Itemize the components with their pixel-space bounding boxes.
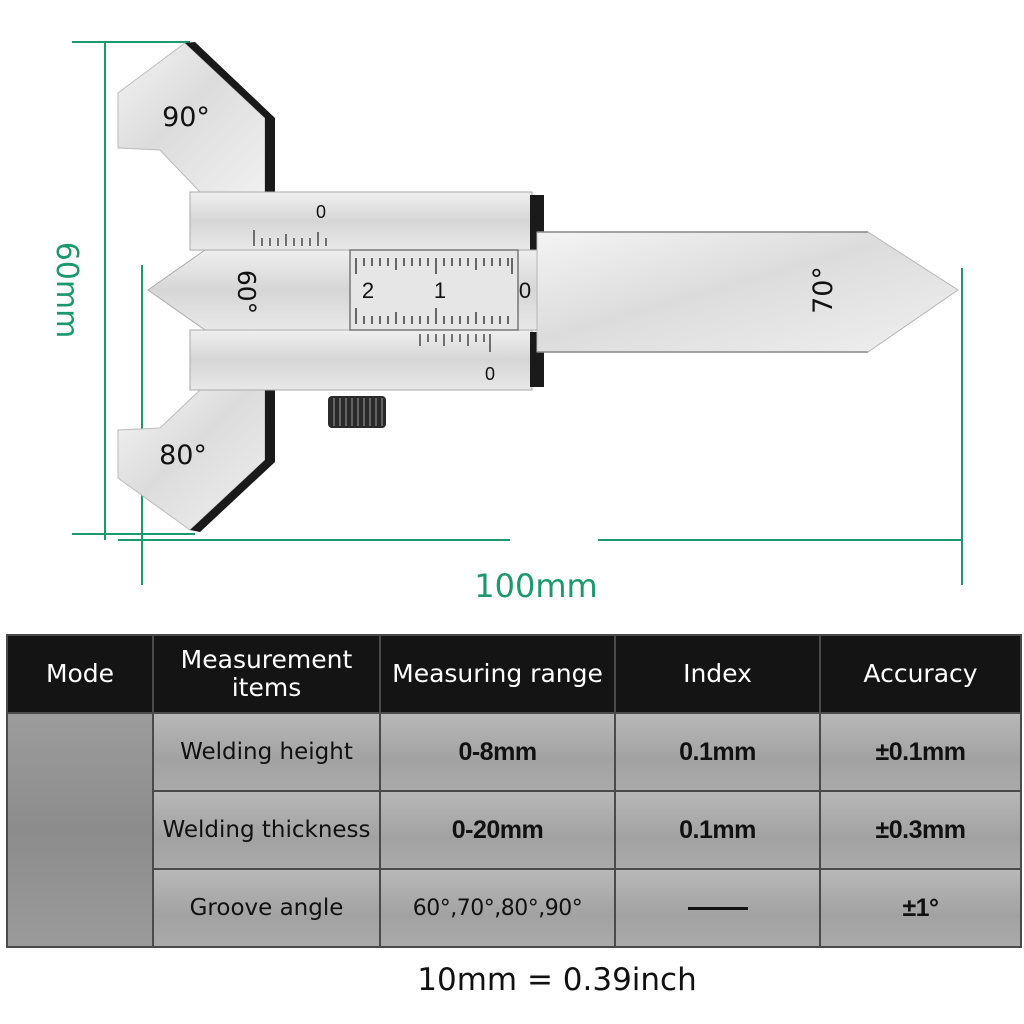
accuracy-cell: ±0.1mm: [820, 713, 1021, 791]
angle-label-90: 90°: [162, 102, 210, 133]
index-cell: 0.1mm: [615, 791, 820, 869]
specification-table: [6, 634, 1022, 948]
right-blade: [537, 232, 958, 352]
header-mode: Mode: [7, 635, 153, 713]
upper-scale-zero: 0: [315, 202, 327, 222]
header-index: Index: [615, 635, 820, 713]
table-row: [7, 713, 1021, 791]
angle-label-60: 60°: [232, 269, 261, 315]
header-measurement-items: Measurement items: [153, 635, 380, 713]
header-accuracy: Accuracy: [820, 635, 1021, 713]
dash-icon: [688, 907, 748, 910]
item-cell: Groove angle: [153, 869, 380, 947]
item-cell: Welding height: [153, 713, 380, 791]
unit-conversion-note: 10mm = 0.39inch: [417, 962, 697, 998]
main-scale-label-2: 2: [361, 278, 375, 303]
main-scale-label-1: 1: [433, 278, 447, 303]
table-header-row: [7, 635, 1021, 713]
gauge-body: [118, 42, 958, 532]
table-row: [7, 791, 1021, 869]
accuracy-cell: ±0.3mm: [820, 791, 1021, 869]
angle-label-80: 80°: [159, 440, 207, 471]
index-cell: 0.1mm: [615, 713, 820, 791]
upper-slide: [190, 192, 532, 250]
mode-cell: [7, 713, 153, 947]
table-row: [7, 869, 1021, 947]
header-measuring-range: Measuring range: [380, 635, 615, 713]
range-cell: 0-20mm: [380, 791, 615, 869]
accuracy-cell: ±1°: [820, 869, 1021, 947]
width-dimension-label: 100mm: [474, 567, 598, 605]
range-cell: 0-8mm: [380, 713, 615, 791]
angle-label-70: 70°: [808, 266, 839, 314]
index-cell: [615, 869, 820, 947]
lower-scale-zero: 0: [484, 364, 496, 384]
range-cell: 60°,70°,80°,90°: [380, 869, 615, 947]
lock-screw-knob: [328, 396, 386, 428]
lower-slide: [190, 330, 532, 390]
height-dimension-label: 60mm: [49, 241, 84, 339]
item-cell: Welding thickness: [153, 791, 380, 869]
main-scale-label-0: 0: [518, 278, 532, 303]
